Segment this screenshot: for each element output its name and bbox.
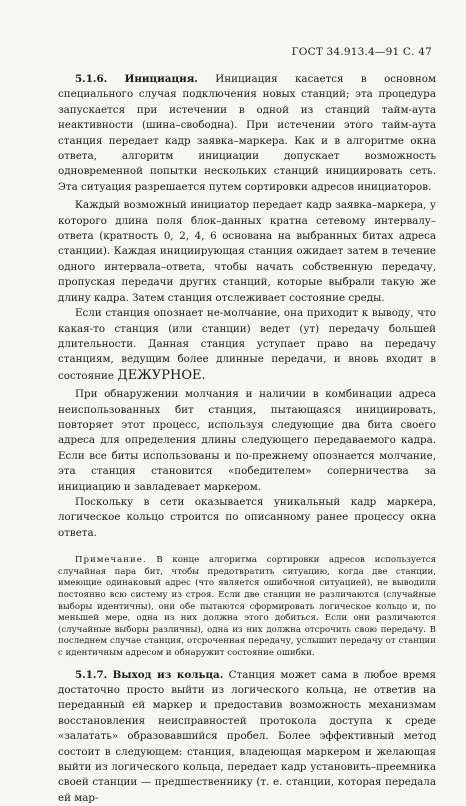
note bbox=[58, 555, 436, 659]
section-number: 5.1.7. bbox=[75, 668, 108, 681]
section-5-1-7 bbox=[58, 668, 436, 806]
paragraph-4: При обнаружении молчания и наличии в комбинации адреса неиспользованных бит станция, пытающаяся инициировать, повторяет этот процесс, используя следующие два бита своего адреса для определения длины следующего передаваемого кадра. Если все биты использованы и по-прежнему опознается молчание, эта станция становится «победителем» соперничества за инициацию и завладевает маркером. bbox=[58, 388, 436, 493]
paragraph-3 bbox=[58, 306, 436, 384]
note-text: В конце алгоритма сортировки адресов используется случайная пара бит, чтобы предотвратить ситуацию, когда две станции, имеющие одинаковый адрес (что является ошибочной ситуацией), не выводили постоянно всю систему из строя. Если две станции не различаются (случайные выборы идентичны), они обе пытаются сформировать логическое кольцо и, по меньшей мере, одна из них должна этого добиться. Если они различаются (случайные выборы различны), одна из них должна отсрочить свою передачу. В последнем случае станция, отсроченная передачу, услышит передачу от станции с идентичным адресом и обнаружит состояние ошибки. bbox=[58, 555, 437, 658]
paragraph-2: Каждый возможный инициатор передает кадр заявка–маркера, у которого длина поля блок–данных кратна сетевому интервалу–ответа (кратность 0, 2, 4, 6 основана на выбранных битах адреса станции). Каждая инициирующая станция ожидает затем в течение одного интервала–ответа, чтобы начать собственную передачу, пропуская передачи других станций, которые выбрали такую же длину кадра. Затем станция отслеживает состояние среды. bbox=[58, 199, 436, 304]
page-header: ГОСТ 34.913.4—91 С. 47 bbox=[291, 46, 432, 58]
section-text: Станция может сама в любое время достаточно просто выйти из логического кольца, не ответив на переданный ей маркер и предоставив возможность механизмам восстановления неисправностей протокола доступа к среде «залатать» образовавшийся пробел. Более эффективный метод состоит в следующем: станция, владеющая маркером и желающая выйти из логического кольца, передает кадр установить–преемника своей станции — предшественнику (т. е. станции, которая передала ей мар- bbox=[58, 668, 436, 804]
section-text: Инициация касается в основном специального случая подключения новых станций; эта процедура запускается при истечении в одной из станций тайм-аута неактивности (шина–свободна). При истечении этого тайм-аута станция передает кадр заявка–маркера. Как и в алгоритме окна ответа, алгоритм инициации допускает возможность одновременной попытки нескольких станций инициировать сеть. Эта ситуация разрешается путем сортировки адресов инициаторов. bbox=[58, 73, 436, 193]
section-number: 5.1.6. bbox=[75, 73, 108, 85]
section-5-1-6 bbox=[58, 72, 436, 195]
state-name: ДЕЖУРНОЕ. bbox=[117, 367, 206, 383]
section-title: Инициация. bbox=[124, 73, 198, 85]
section-title: Выход из кольца. bbox=[112, 668, 224, 681]
paragraph-3-text: Если станция опознает не-молчание, она приходит к выводу, что какая-то станция (или станции) ведет (ут) передачу большей длительности. Данная станция уступает право на передачу станциям, ведущим более длинные передачи, и вновь входит в состояние bbox=[58, 307, 436, 382]
paragraph-5: Поскольку в сети оказывается уникальный кадр маркера, логическое кольцо строится по описанному ранее процессу окна ответа. bbox=[58, 495, 436, 539]
note-label: Примечание. bbox=[75, 555, 147, 566]
document-body bbox=[58, 72, 436, 806]
